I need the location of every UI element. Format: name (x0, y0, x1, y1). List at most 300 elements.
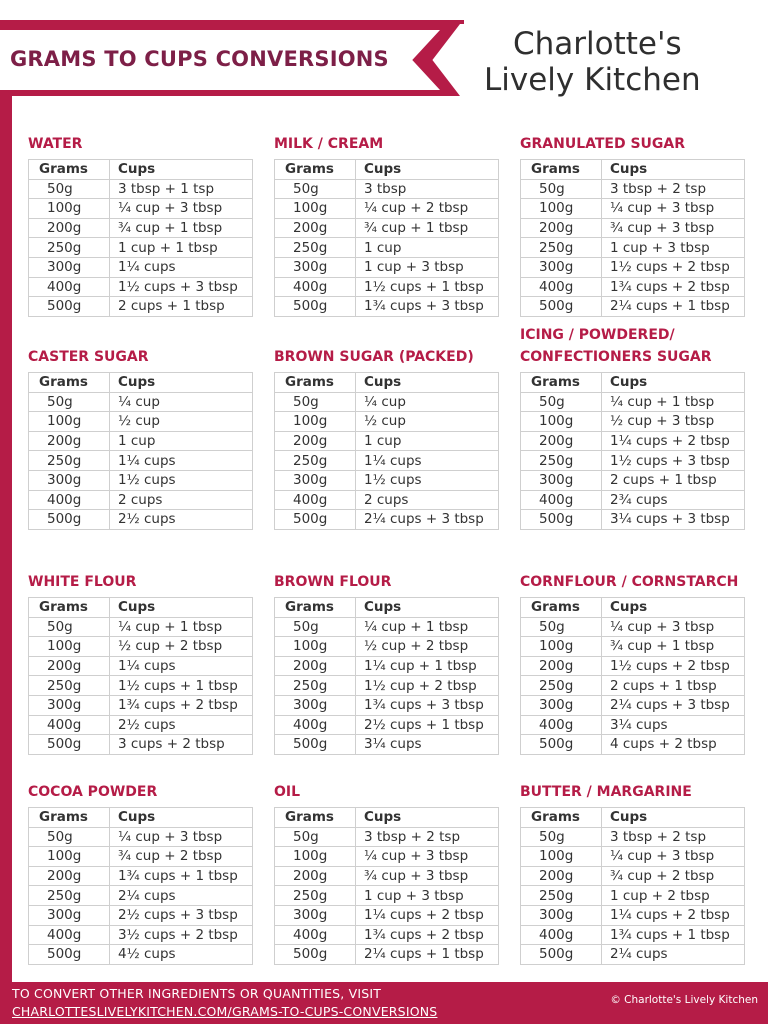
table-row (521, 297, 745, 317)
grams-cell: 100g (275, 847, 356, 867)
table-row (275, 637, 499, 657)
grams-cell: 300g (29, 695, 110, 715)
cups-cell: ¼ cup (110, 392, 253, 412)
table-row (521, 179, 745, 199)
table-row (29, 656, 253, 676)
table-row (521, 866, 745, 886)
table-row (29, 179, 253, 199)
table-header-row (275, 808, 499, 828)
cups-cell: ¼ cup + 1 tbsp (356, 617, 499, 637)
grams-cell: 300g (29, 257, 110, 277)
table-row (275, 431, 499, 451)
table-row (521, 392, 745, 412)
cups-cell: 2¼ cups (602, 945, 745, 965)
table-row (275, 257, 499, 277)
table-row (29, 866, 253, 886)
cups-cell: 2½ cups + 3 tbsp (110, 905, 253, 925)
table-row (521, 676, 745, 696)
table-header-row (275, 373, 499, 393)
column-header-cups: Cups (602, 373, 745, 393)
grams-cell: 400g (275, 925, 356, 945)
grams-cell: 50g (275, 179, 356, 199)
grams-cell: 50g (275, 827, 356, 847)
cups-cell: 1¾ cups + 3 tbsp (356, 297, 499, 317)
footer-link[interactable]: CHARLOTTESLIVELYKITCHEN.COM/GRAMS-TO-CUPS-CONVERSIONS (12, 1004, 438, 1019)
grams-cell: 250g (29, 238, 110, 258)
grams-cell: 100g (275, 199, 356, 219)
table-row (521, 451, 745, 471)
table-row (29, 277, 253, 297)
section-title: MILK / CREAM (274, 136, 384, 152)
table-row (275, 695, 499, 715)
table-row (275, 715, 499, 735)
grams-cell: 100g (521, 412, 602, 432)
grams-cell: 50g (29, 827, 110, 847)
table-header-row (521, 808, 745, 828)
grams-cell: 50g (29, 392, 110, 412)
table-row (29, 238, 253, 258)
grams-cell: 250g (275, 451, 356, 471)
conversion-section (28, 763, 254, 965)
page-title: GRAMS TO CUPS CONVERSIONS (10, 47, 389, 71)
table-row (275, 510, 499, 530)
grams-cell: 300g (275, 905, 356, 925)
conversion-table (28, 807, 253, 965)
grams-cell: 100g (29, 412, 110, 432)
grams-cell: 250g (275, 676, 356, 696)
conversion-section (274, 553, 500, 755)
table-row (275, 617, 499, 637)
grams-cell: 100g (275, 412, 356, 432)
conversion-table (274, 807, 499, 965)
cups-cell: ¾ cup + 2 tbsp (110, 847, 253, 867)
grams-cell: 250g (29, 886, 110, 906)
table-row (29, 925, 253, 945)
table-header-row (29, 160, 253, 180)
column-header-cups: Cups (110, 373, 253, 393)
table-row (275, 886, 499, 906)
brand-line-2: Lively Kitchen (484, 62, 701, 98)
cups-cell: 1 cup + 1 tbsp (110, 238, 253, 258)
cups-cell: 2¼ cups (110, 886, 253, 906)
table-row (29, 510, 253, 530)
grams-cell: 250g (521, 238, 602, 258)
cups-cell: 2 cups (110, 490, 253, 510)
cups-cell: 2 cups + 1 tbsp (110, 297, 253, 317)
section-title: COCOA POWDER (28, 784, 158, 800)
table-row (275, 866, 499, 886)
table-row (521, 656, 745, 676)
grams-cell: 200g (29, 431, 110, 451)
cups-cell: 1¼ cups (356, 451, 499, 471)
table-row (29, 886, 253, 906)
grams-cell: 400g (29, 277, 110, 297)
conversion-section (274, 328, 500, 530)
cups-cell: 1½ cups + 3 tbsp (110, 277, 253, 297)
grams-cell: 200g (521, 218, 602, 238)
column-header-grams: Grams (29, 598, 110, 618)
table-row (29, 470, 253, 490)
table-row (275, 392, 499, 412)
grams-cell: 250g (521, 676, 602, 696)
table-row (29, 257, 253, 277)
table-row (29, 431, 253, 451)
grams-cell: 300g (29, 905, 110, 925)
table-row (275, 676, 499, 696)
cups-cell: 2½ cups (110, 510, 253, 530)
table-row (275, 218, 499, 238)
cups-cell: 3 tbsp + 2 tsp (602, 827, 745, 847)
grams-cell: 250g (521, 451, 602, 471)
table-row (29, 695, 253, 715)
cups-cell: ¾ cup + 1 tbsp (602, 637, 745, 657)
conversion-table (274, 597, 499, 755)
section-title: OIL (274, 784, 301, 800)
table-header-row (29, 373, 253, 393)
cups-cell: ½ cup (110, 412, 253, 432)
column-header-grams: Grams (275, 598, 356, 618)
table-row (521, 735, 745, 755)
grams-cell: 250g (521, 886, 602, 906)
cups-cell: ¼ cup + 3 tbsp (602, 199, 745, 219)
table-row (521, 510, 745, 530)
table-row (275, 925, 499, 945)
table-row (29, 297, 253, 317)
grams-cell: 500g (521, 297, 602, 317)
column-header-grams: Grams (275, 808, 356, 828)
table-row (521, 199, 745, 219)
grams-cell: 400g (521, 277, 602, 297)
grams-cell: 250g (29, 451, 110, 471)
conversion-table (274, 159, 499, 317)
cups-cell: 1¼ cups (110, 257, 253, 277)
cups-cell: 1 cup + 3 tbsp (356, 886, 499, 906)
cups-cell: 2 cups + 1 tbsp (602, 676, 745, 696)
grams-cell: 400g (521, 490, 602, 510)
table-row (275, 412, 499, 432)
grams-cell: 300g (521, 470, 602, 490)
grams-cell: 200g (29, 866, 110, 886)
cups-cell: 3¼ cups (602, 715, 745, 735)
column-header-grams: Grams (521, 598, 602, 618)
table-header-row (521, 160, 745, 180)
conversion-table (520, 807, 745, 965)
cups-cell: 1 cup (356, 431, 499, 451)
table-row (29, 945, 253, 965)
grams-cell: 300g (521, 257, 602, 277)
table-row (275, 199, 499, 219)
section-title: BROWN SUGAR (PACKED) (274, 349, 474, 365)
table-header-row (275, 598, 499, 618)
cups-cell: 1 cup + 3 tbsp (356, 257, 499, 277)
table-row (275, 297, 499, 317)
table-header-row (29, 598, 253, 618)
grams-cell: 250g (29, 676, 110, 696)
table-row (275, 656, 499, 676)
table-row (29, 735, 253, 755)
conversion-section (520, 553, 746, 755)
table-row (29, 617, 253, 637)
table-header-row (275, 160, 499, 180)
cups-cell: ½ cup (356, 412, 499, 432)
grams-cell: 100g (29, 637, 110, 657)
cups-cell: 1½ cups + 1 tbsp (356, 277, 499, 297)
cups-cell: ¾ cup + 3 tbsp (356, 866, 499, 886)
grams-cell: 250g (275, 886, 356, 906)
grams-cell: 50g (275, 392, 356, 412)
table-header-row (29, 808, 253, 828)
cups-cell: 2½ cups + 1 tbsp (356, 715, 499, 735)
cups-cell: 1¾ cups + 2 tbsp (602, 277, 745, 297)
grams-cell: 100g (29, 847, 110, 867)
conversion-section (274, 763, 500, 965)
section-title: WHITE FLOUR (28, 574, 137, 590)
table-row (29, 847, 253, 867)
cups-cell: 2¼ cups + 3 tbsp (356, 510, 499, 530)
column-header-grams: Grams (275, 160, 356, 180)
column-header-cups: Cups (602, 160, 745, 180)
table-row (521, 886, 745, 906)
table-row (521, 715, 745, 735)
table-row (521, 827, 745, 847)
cups-cell: ½ cup + 2 tbsp (356, 637, 499, 657)
table-row (29, 218, 253, 238)
cups-cell: 1¾ cups + 1 tbsp (602, 925, 745, 945)
conversion-section (28, 328, 254, 530)
cups-cell: ½ cup + 3 tbsp (602, 412, 745, 432)
table-row (521, 277, 745, 297)
grams-cell: 100g (29, 199, 110, 219)
grams-cell: 300g (275, 470, 356, 490)
cups-cell: 1¼ cups (110, 656, 253, 676)
section-title: BROWN FLOUR (274, 574, 392, 590)
table-row (29, 490, 253, 510)
cups-cell: ½ cup + 2 tbsp (110, 637, 253, 657)
grams-cell: 50g (29, 179, 110, 199)
grams-cell: 500g (275, 945, 356, 965)
cups-cell: 2 cups + 1 tbsp (602, 470, 745, 490)
grams-cell: 500g (29, 945, 110, 965)
table-row (29, 637, 253, 657)
grams-cell: 300g (275, 257, 356, 277)
grams-cell: 200g (29, 656, 110, 676)
grams-cell: 400g (275, 490, 356, 510)
grams-cell: 200g (521, 431, 602, 451)
brand-logo (484, 26, 754, 98)
conversion-section (28, 115, 254, 317)
cups-cell: 1¾ cups + 2 tbsp (356, 925, 499, 945)
column-header-cups: Cups (356, 160, 499, 180)
cups-cell: 1 cup (110, 431, 253, 451)
column-header-grams: Grams (29, 373, 110, 393)
table-header-row (521, 373, 745, 393)
grams-cell: 500g (29, 510, 110, 530)
cups-cell: ¼ cup + 1 tbsp (110, 617, 253, 637)
conversion-table (520, 597, 745, 755)
conversion-section (274, 115, 500, 317)
grams-cell: 50g (521, 392, 602, 412)
table-row (275, 735, 499, 755)
table-row (521, 847, 745, 867)
cups-cell: 1 cup + 3 tbsp (602, 238, 745, 258)
table-header-row (521, 598, 745, 618)
footer-text: TO CONVERT OTHER INGREDIENTS OR QUANTITIES, VISIT (12, 986, 382, 1001)
cups-cell: ¼ cup + 3 tbsp (356, 847, 499, 867)
cups-cell: 1½ cups + 2 tbsp (602, 257, 745, 277)
cups-cell: ¾ cup + 2 tbsp (602, 866, 745, 886)
grams-cell: 300g (29, 470, 110, 490)
column-header-cups: Cups (356, 808, 499, 828)
grams-cell: 500g (275, 735, 356, 755)
grams-cell: 200g (275, 656, 356, 676)
grams-cell: 100g (521, 847, 602, 867)
cups-cell: ¼ cup + 3 tbsp (110, 827, 253, 847)
table-row (521, 617, 745, 637)
grams-cell: 500g (521, 510, 602, 530)
table-row (29, 412, 253, 432)
cups-cell: 3 tbsp + 2 tsp (356, 827, 499, 847)
table-row (275, 470, 499, 490)
column-header-cups: Cups (110, 160, 253, 180)
grams-cell: 200g (275, 866, 356, 886)
table-row (521, 637, 745, 657)
cups-cell: ¾ cup + 3 tbsp (602, 218, 745, 238)
cups-cell: 1¾ cups + 3 tbsp (356, 695, 499, 715)
table-row (521, 431, 745, 451)
cups-cell: 1½ cups (110, 470, 253, 490)
brand-line-1: Charlotte's (513, 26, 682, 62)
cups-cell: 1¼ cups + 2 tbsp (602, 905, 745, 925)
banner-top-rule (0, 20, 464, 24)
cups-cell: 1½ cups + 2 tbsp (602, 656, 745, 676)
grams-cell: 300g (275, 695, 356, 715)
cups-cell: ¾ cup + 1 tbsp (110, 218, 253, 238)
grams-cell: 100g (521, 637, 602, 657)
grams-cell: 400g (521, 925, 602, 945)
cups-cell: ¼ cup + 1 tbsp (602, 392, 745, 412)
section-title: CASTER SUGAR (28, 349, 149, 365)
grams-cell: 100g (275, 637, 356, 657)
column-header-grams: Grams (521, 808, 602, 828)
footer (0, 982, 768, 1024)
grams-cell: 300g (521, 695, 602, 715)
column-header-cups: Cups (356, 598, 499, 618)
cups-cell: 1¾ cups + 1 tbsp (110, 866, 253, 886)
grams-cell: 500g (275, 297, 356, 317)
table-row (521, 257, 745, 277)
footer-copyright: © Charlotte's Lively Kitchen (610, 994, 758, 1006)
column-header-cups: Cups (602, 598, 745, 618)
cups-cell: 1¼ cup + 1 tbsp (356, 656, 499, 676)
conversion-section (520, 328, 746, 530)
conversion-table (520, 159, 745, 317)
grams-cell: 500g (29, 735, 110, 755)
conversion-table (520, 372, 745, 530)
table-row (521, 925, 745, 945)
cups-cell: 4 cups + 2 tbsp (602, 735, 745, 755)
column-header-cups: Cups (110, 808, 253, 828)
cups-cell: ¼ cup (356, 392, 499, 412)
cups-cell: 2¼ cups + 3 tbsp (602, 695, 745, 715)
table-row (521, 238, 745, 258)
section-title: BUTTER / MARGARINE (520, 784, 692, 800)
section-title: GRANULATED SUGAR (520, 136, 686, 152)
table-row (275, 490, 499, 510)
cups-cell: 2¼ cups + 1 tbsp (602, 297, 745, 317)
cups-cell: ¼ cup + 3 tbsp (602, 617, 745, 637)
cups-cell: 1¼ cups (110, 451, 253, 471)
conversion-table (28, 159, 253, 317)
column-header-grams: Grams (521, 373, 602, 393)
table-row (29, 676, 253, 696)
grams-cell: 50g (521, 617, 602, 637)
table-row (521, 490, 745, 510)
grams-cell: 50g (521, 827, 602, 847)
grams-cell: 300g (521, 905, 602, 925)
cups-cell: 1½ cup + 2 tbsp (356, 676, 499, 696)
column-header-cups: Cups (602, 808, 745, 828)
cups-cell: 3 cups + 2 tbsp (110, 735, 253, 755)
column-header-grams: Grams (29, 160, 110, 180)
grams-cell: 400g (275, 715, 356, 735)
cups-cell: 1¼ cups + 2 tbsp (356, 905, 499, 925)
grams-cell: 200g (275, 431, 356, 451)
conversion-section (28, 553, 254, 755)
cups-cell: ¼ cup + 2 tbsp (356, 199, 499, 219)
cups-cell: 3¼ cups (356, 735, 499, 755)
grams-cell: 50g (29, 617, 110, 637)
cups-cell: 1½ cups (356, 470, 499, 490)
grams-cell: 500g (521, 735, 602, 755)
grams-cell: 400g (275, 277, 356, 297)
cups-cell: 1 cup (356, 238, 499, 258)
table-row (521, 412, 745, 432)
grams-cell: 500g (521, 945, 602, 965)
table-row (29, 827, 253, 847)
grams-cell: 50g (521, 179, 602, 199)
grams-cell: 400g (29, 715, 110, 735)
cups-cell: 1½ cups + 3 tbsp (602, 451, 745, 471)
cups-cell: 2¼ cups + 1 tbsp (356, 945, 499, 965)
table-row (521, 905, 745, 925)
table-row (29, 199, 253, 219)
grams-cell: 200g (521, 656, 602, 676)
grams-cell: 100g (521, 199, 602, 219)
table-row (29, 715, 253, 735)
table-row (29, 392, 253, 412)
grams-cell: 200g (521, 866, 602, 886)
grams-cell: 250g (275, 238, 356, 258)
column-header-grams: Grams (521, 160, 602, 180)
grams-cell: 500g (29, 297, 110, 317)
section-title: CORNFLOUR / CORNSTARCH (520, 574, 739, 590)
section-title: WATER (28, 136, 83, 152)
table-row (29, 905, 253, 925)
cups-cell: 2½ cups (110, 715, 253, 735)
conversion-table (274, 372, 499, 530)
grams-cell: 400g (521, 715, 602, 735)
table-row (275, 451, 499, 471)
table-row (275, 179, 499, 199)
cups-cell: 1 cup + 2 tbsp (602, 886, 745, 906)
table-row (275, 827, 499, 847)
grams-cell: 200g (275, 218, 356, 238)
table-row (521, 218, 745, 238)
grams-cell: 400g (29, 925, 110, 945)
table-row (521, 945, 745, 965)
cups-cell: 3 tbsp (356, 179, 499, 199)
column-header-cups: Cups (110, 598, 253, 618)
